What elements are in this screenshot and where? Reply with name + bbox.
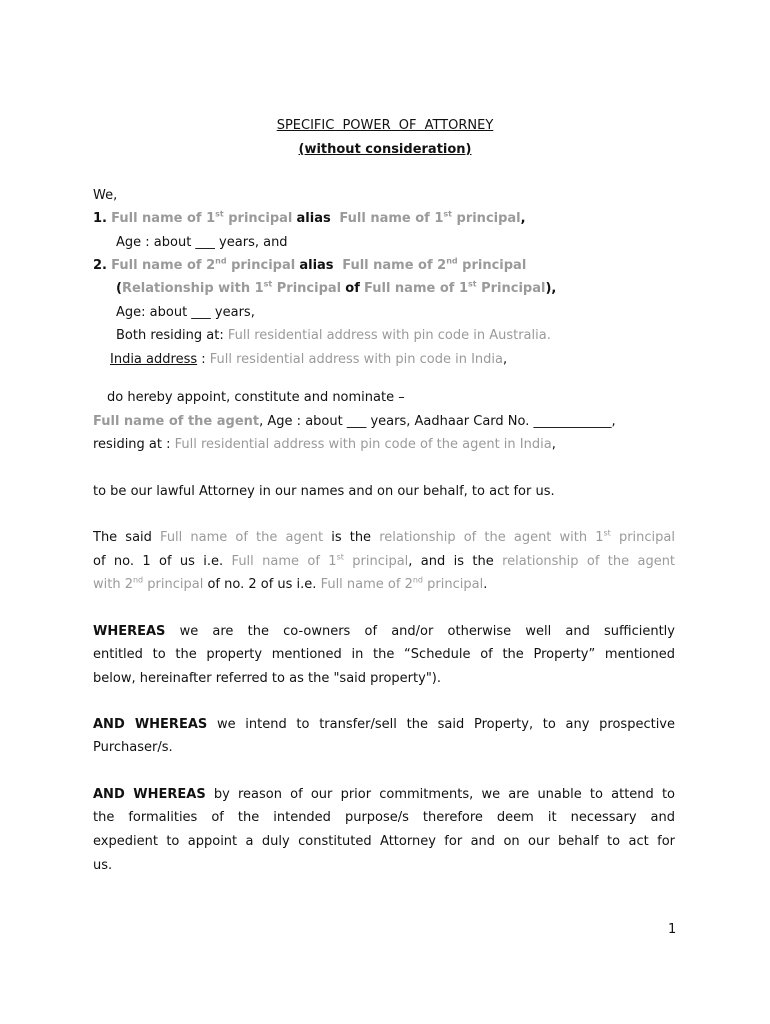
residence-period: . [546,328,551,343]
agent-age-aadhaar: , Age : about ___ years, Aadhaar Card No. ____________, [259,414,616,429]
principal-1-age: Age : about ___ years, and [116,235,288,250]
principal-1-alias-name: Full name of 1st principal [339,209,521,226]
said-agent-placeholder: Full name of the agent [160,530,324,545]
agent-residing-label: residing at : [93,437,175,452]
india-address-sep: : [197,352,210,367]
said-principal-1-placeholder: Full name of 1st principal [231,552,409,569]
document-subtitle: (without consideration) [298,142,472,157]
of-label: of [345,281,360,296]
principal-2-alias: alias [299,258,334,273]
whereas-2-line-2: Purchaser/s. [93,740,173,755]
agent-name-placeholder: Full name of the agent [93,414,260,429]
residence-label: Both residing at: [116,328,228,343]
said-relationship-2-cont: with 2nd principal [93,575,204,592]
principal-1-alias: alias [296,211,331,226]
india-address-label: India address [110,352,198,367]
whereas-3-line-2: the formalities of the intended purpose/s therefore deem it necessary and [93,810,675,825]
agent-residing-placeholder: Full residential address with pin code of the agent in India [174,437,552,452]
whereas-3-heading: AND WHEREAS [93,787,206,802]
agent-residing-comma: , [551,437,556,452]
whereas-2-line-1: AND WHEREAS we intend to transfer/sell the said Property, to any prospective [93,717,675,732]
principal-1-comma: , [520,211,526,226]
principal-1-line [93,210,526,228]
relationship-name-placeholder: Full name of 1st Principal [364,279,546,296]
agent-residence-line [93,436,556,454]
india-address-comma: , [503,352,508,367]
said-line-1: The said Full name of the agent is the relationship of the agent with 1st principal [93,528,675,545]
whereas-1-line-3: below, hereinafter referred to as the "said property"). [93,671,442,686]
residence-placeholder: Full residential address with pin code in Australia [227,328,547,343]
whereas-3-line-3: expedient to appoint a duly constituted Attorney for and on our behalf to act for [93,834,675,849]
we-label: We, [93,188,118,203]
principal-2-number: 2. [93,258,107,273]
document-title: SPECIFIC POWER OF ATTORNEY [276,118,494,133]
india-address-placeholder: Full residential address with pin code in India [209,352,504,367]
principal-2-line [93,257,526,275]
page-number: 1 [668,922,677,937]
relationship-placeholder: Relationship with 1st Principal [121,279,342,296]
said-relationship-2-placeholder: relationship of the agent [502,554,676,569]
whereas-1-heading: WHEREAS [93,624,166,639]
appointment-intro: do hereby appoint, constitute and nominate – [107,390,405,405]
residence-line [116,327,551,345]
said-principal-2-placeholder: Full name of 2nd principal [320,575,484,592]
whereas-1-line-1: WHEREAS we are the co-owners of and/or otherwise well and sufficiently [93,624,675,639]
principal-2-age: Age: about ___ years, [116,305,255,320]
whereas-1-line-2: entitled to the property mentioned in the “Schedule of the Property” mentioned [93,647,675,662]
principal-1-name: Full name of 1st principal [111,209,293,226]
close-paren: ), [545,281,557,296]
lawful-attorney-line: to be our lawful Attorney in our names and on our behalf, to act for us. [93,484,555,499]
whereas-3-line-4: us. [93,858,113,873]
said-line-3: with 2nd principal of no. 2 of us i.e. Full name of 2nd principal. [93,575,488,592]
principal-2-relationship [116,280,556,298]
principal-2-alias-name: Full name of 2nd principal [342,256,527,273]
open-paren: ( [116,281,122,296]
whereas-3-line-1: AND WHEREAS by reason of our prior commitments, we are unable to attend to [93,787,676,802]
principal-1-number: 1. [93,211,107,226]
india-address-line [110,351,507,369]
whereas-2-heading: AND WHEREAS [93,717,208,732]
principal-2-name: Full name of 2nd principal [111,256,296,273]
said-line-2: of no. 1 of us i.e. Full name of 1st principal, and is the relationship of the agent [93,552,676,569]
agent-line [93,413,616,431]
said-relationship-1-placeholder: relationship of the agent with 1st principal [379,528,675,545]
